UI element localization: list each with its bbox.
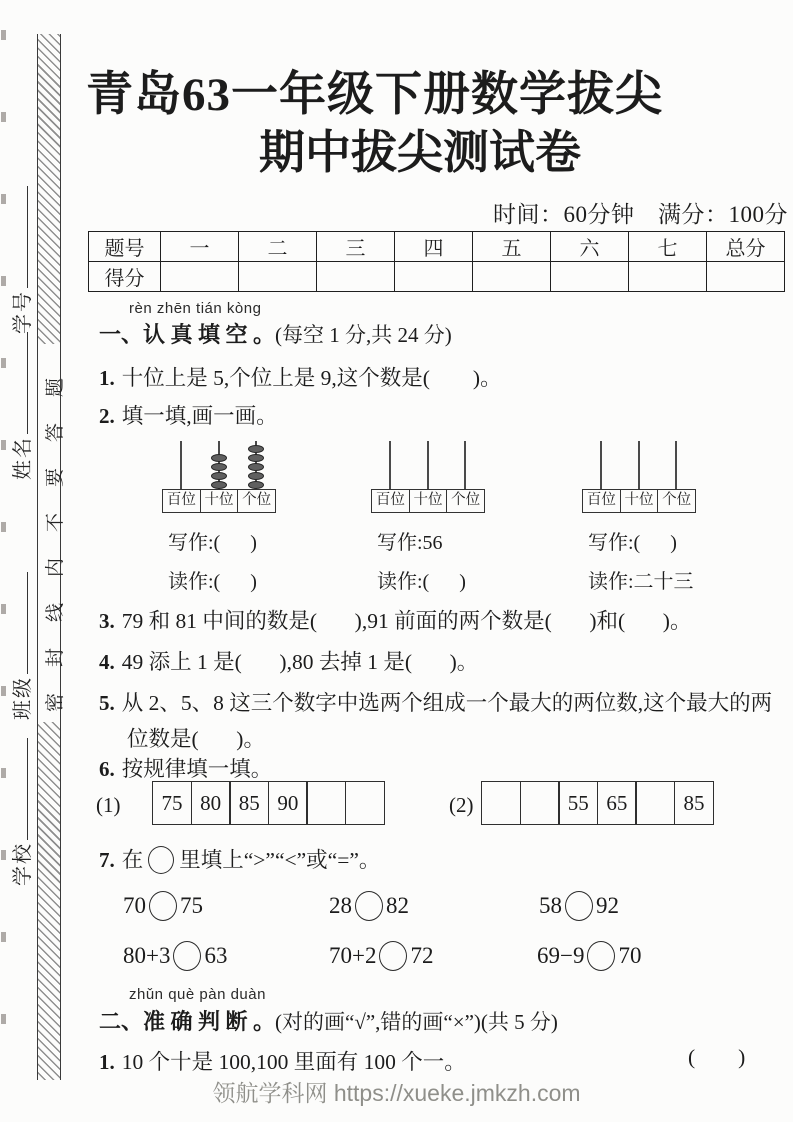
- abacus-bead: [248, 445, 264, 453]
- abacus-rods: [162, 441, 280, 489]
- section2-title: [99, 1005, 558, 1036]
- tens-beads: [211, 453, 227, 489]
- question-text: 79 和 81 中间的数是( ),91 前面的两个数是( )和( )。: [121, 609, 692, 633]
- question-text: 位数是( )。: [127, 727, 265, 751]
- sequence-cell-blank: [520, 781, 560, 825]
- field-name: [3, 310, 37, 480]
- sequence-cell: 75: [152, 781, 192, 825]
- field-blank-line: [12, 572, 28, 674]
- right-value: 72: [410, 943, 434, 968]
- abacus-bead: [248, 481, 264, 489]
- section2-question-1: [99, 1045, 466, 1076]
- question-text: 十位上是 5,个位上是 9,这个数是( )。: [121, 366, 502, 390]
- abacus-bead: [248, 463, 264, 471]
- field-school: [3, 716, 37, 886]
- comparison-item: [329, 891, 409, 921]
- paper-title-line2: 期中拔尖测试卷: [259, 127, 581, 178]
- question-text: 10 个十是 100,100 里面有 100 个一。: [121, 1050, 466, 1074]
- hatch-pattern-bottom: [38, 722, 60, 1080]
- tens-label: 十位: [620, 490, 658, 512]
- field-blank-line: [12, 332, 28, 434]
- score-table: [88, 231, 785, 292]
- question-6: [99, 752, 272, 783]
- left-value: 70+2: [329, 943, 377, 968]
- score-table-header-row: [89, 232, 785, 262]
- abacus-bead: [211, 481, 227, 489]
- sequence-cell: 85: [674, 781, 714, 825]
- read-as-line: 读作:( ): [377, 571, 466, 593]
- left-value: 28: [329, 893, 352, 918]
- place-value-abacus-3: [582, 441, 700, 594]
- hundreds-label: 百位: [586, 492, 616, 508]
- time-and-score-info: 时间：60分钟 满分：100分: [493, 202, 788, 227]
- question-number: 1.: [99, 366, 115, 390]
- question-text: 里填上“>”“<”或“=”。: [179, 848, 381, 872]
- question-number: 3.: [99, 609, 115, 633]
- section2-pinyin: zhǔn què pàn duàn: [129, 986, 266, 1003]
- score-table-score-row: [89, 262, 785, 292]
- left-value: 69−9: [537, 943, 585, 968]
- section1-pinyin: rèn zhēn tián kòng: [129, 300, 262, 317]
- hundreds-rod: [600, 441, 602, 489]
- read-as-line: 读作:( ): [168, 571, 257, 593]
- right-value: 82: [386, 893, 409, 918]
- score-table-cell: 五: [473, 232, 551, 262]
- right-value: 75: [180, 893, 203, 918]
- sequence-cell-blank: [345, 781, 385, 825]
- sequence-cell: 65: [597, 781, 637, 825]
- ones-label: 个位: [446, 490, 484, 512]
- score-table-cell: 得分: [89, 262, 161, 292]
- score-table-cell: [161, 262, 239, 292]
- question-3: [99, 604, 691, 635]
- score-table-cell: [473, 262, 551, 292]
- sequence-cell-blank: [481, 781, 521, 825]
- hundreds-rod: [389, 441, 391, 489]
- score-table-cell: 三: [317, 232, 395, 262]
- field-label: 学号: [11, 290, 34, 334]
- left-value: 58: [539, 893, 562, 918]
- section1-title-text: 一、认 真 填 空 。: [99, 322, 276, 347]
- field-blank-line: [12, 738, 28, 840]
- score-table-cell: 四: [395, 232, 473, 262]
- sequence-cell: 90: [268, 781, 308, 825]
- tens-label: 十位: [409, 490, 447, 512]
- question-2: [99, 399, 278, 430]
- question-number: 2.: [99, 404, 115, 428]
- question-text: 从 2、5、8 这三个数字中选两个组成一个最大的两位数,这个最大的两: [121, 691, 773, 715]
- abacus-rods: [582, 441, 700, 489]
- comparison-item: [123, 941, 227, 971]
- question-text: 按规律填一填。: [121, 757, 273, 781]
- question-number: 7.: [99, 848, 115, 872]
- score-table-cell: [551, 262, 629, 292]
- field-student-number: [3, 164, 37, 334]
- write-as-line: 写作:( ): [588, 532, 677, 554]
- ones-rod: [675, 441, 677, 489]
- question-5-line2: [127, 722, 265, 753]
- place-value-labels: [371, 489, 485, 513]
- left-value: 80+3: [123, 943, 171, 968]
- abacus-bead: [248, 454, 264, 462]
- comparison-circle-icon: [379, 941, 407, 971]
- score-table-cell: 七: [629, 232, 707, 262]
- place-value-labels: [162, 489, 276, 513]
- field-blank-line: [12, 186, 28, 288]
- sequence-cell: 55: [558, 781, 598, 825]
- seal-line-text: 密封线内不要答题: [45, 352, 66, 713]
- comparison-item: [123, 891, 203, 921]
- sequence1-label: (1): [96, 793, 121, 817]
- field-label: 姓名: [11, 436, 34, 480]
- hundreds-rod: [180, 441, 182, 489]
- ones-beads: [248, 444, 264, 489]
- abacus-rods: [371, 441, 489, 489]
- right-value: 92: [596, 893, 619, 918]
- comparison-item: [329, 941, 433, 971]
- place-value-abacus-1: [162, 441, 280, 594]
- score-table-cell: [317, 262, 395, 292]
- section1-points-note: (每空 1 分,共 24 分): [275, 323, 452, 347]
- question-4: [99, 645, 478, 676]
- abacus-bead: [248, 472, 264, 480]
- right-value: 63: [204, 943, 228, 968]
- question-5: [99, 686, 772, 717]
- write-as-line: 写作:( ): [168, 532, 257, 554]
- question-text: 49 添上 1 是( ),80 去掉 1 是( )。: [121, 650, 479, 674]
- place-value-labels: [582, 489, 696, 513]
- sequence2-boxes: [481, 781, 714, 825]
- sequence1-boxes: [152, 781, 385, 825]
- section2-points-note: (对的画“√”,错的画“×”)(共 5 分): [275, 1010, 558, 1034]
- hatch-pattern-top: [38, 34, 60, 344]
- read-as-line: 读作:二十三: [588, 571, 694, 593]
- comparison-circle-icon: [149, 891, 177, 921]
- comparison-circle-icon: [355, 891, 383, 921]
- question-number: 4.: [99, 650, 115, 674]
- right-value: 70: [618, 943, 642, 968]
- field-label: 班级: [11, 676, 34, 720]
- score-table-cell: 总分: [707, 232, 785, 262]
- question-number: 5.: [99, 691, 115, 715]
- comparison-circle-icon: [173, 941, 201, 971]
- comparison-circle-icon: [587, 941, 615, 971]
- comparison-item: [539, 891, 619, 921]
- judgment-answer-blank: ( ): [688, 1045, 746, 1069]
- tens-rod: [427, 441, 429, 489]
- question-1: [99, 361, 502, 392]
- score-table-cell: [707, 262, 785, 292]
- field-class: [3, 550, 37, 720]
- abacus-bead: [211, 463, 227, 471]
- score-table-cell: [395, 262, 473, 292]
- sequence-cell: 80: [191, 781, 231, 825]
- question-text: 在: [121, 848, 144, 872]
- comparison-item: [537, 941, 641, 971]
- hundreds-label: 百位: [375, 492, 405, 508]
- ones-rod: [464, 441, 466, 489]
- score-table-cell: 六: [551, 232, 629, 262]
- tens-rod: [638, 441, 640, 489]
- ones-label: 个位: [237, 490, 275, 512]
- watermark-footer: 领航学科网 https://xueke.jmkzh.com: [212, 1080, 581, 1106]
- section2-title-text: 二、准 确 判 断 。: [99, 1009, 276, 1034]
- comparison-circle-icon: [565, 891, 593, 921]
- place-value-abacus-2: [371, 441, 489, 594]
- section1-title: [99, 318, 452, 349]
- score-table-cell: 一: [161, 232, 239, 262]
- abacus-bead: [211, 472, 227, 480]
- question-number: 1.: [99, 1050, 115, 1074]
- write-as-line: 写作:56: [377, 532, 443, 554]
- score-table-cell: [629, 262, 707, 292]
- field-label: 学校: [11, 842, 34, 886]
- sequence-cell-blank: [306, 781, 346, 825]
- comparison-circle-icon: [148, 846, 174, 874]
- abacus-bead: [211, 454, 227, 462]
- score-table-cell: [239, 262, 317, 292]
- question-text: 填一填,画一画。: [121, 404, 278, 428]
- tens-label: 十位: [200, 490, 238, 512]
- paper-title-line1: 青岛63一年级下册数学拔尖: [86, 69, 663, 121]
- score-table-cell: 二: [239, 232, 317, 262]
- sequence2-label: (2): [449, 793, 474, 817]
- question-number: 6.: [99, 757, 115, 781]
- hundreds-label: 百位: [166, 492, 196, 508]
- sequence-cell: 85: [229, 781, 269, 825]
- left-value: 70: [123, 893, 146, 918]
- score-table-cell: 题号: [89, 232, 161, 262]
- ones-label: 个位: [657, 490, 695, 512]
- question-7: [99, 843, 380, 874]
- sequence-cell-blank: [635, 781, 675, 825]
